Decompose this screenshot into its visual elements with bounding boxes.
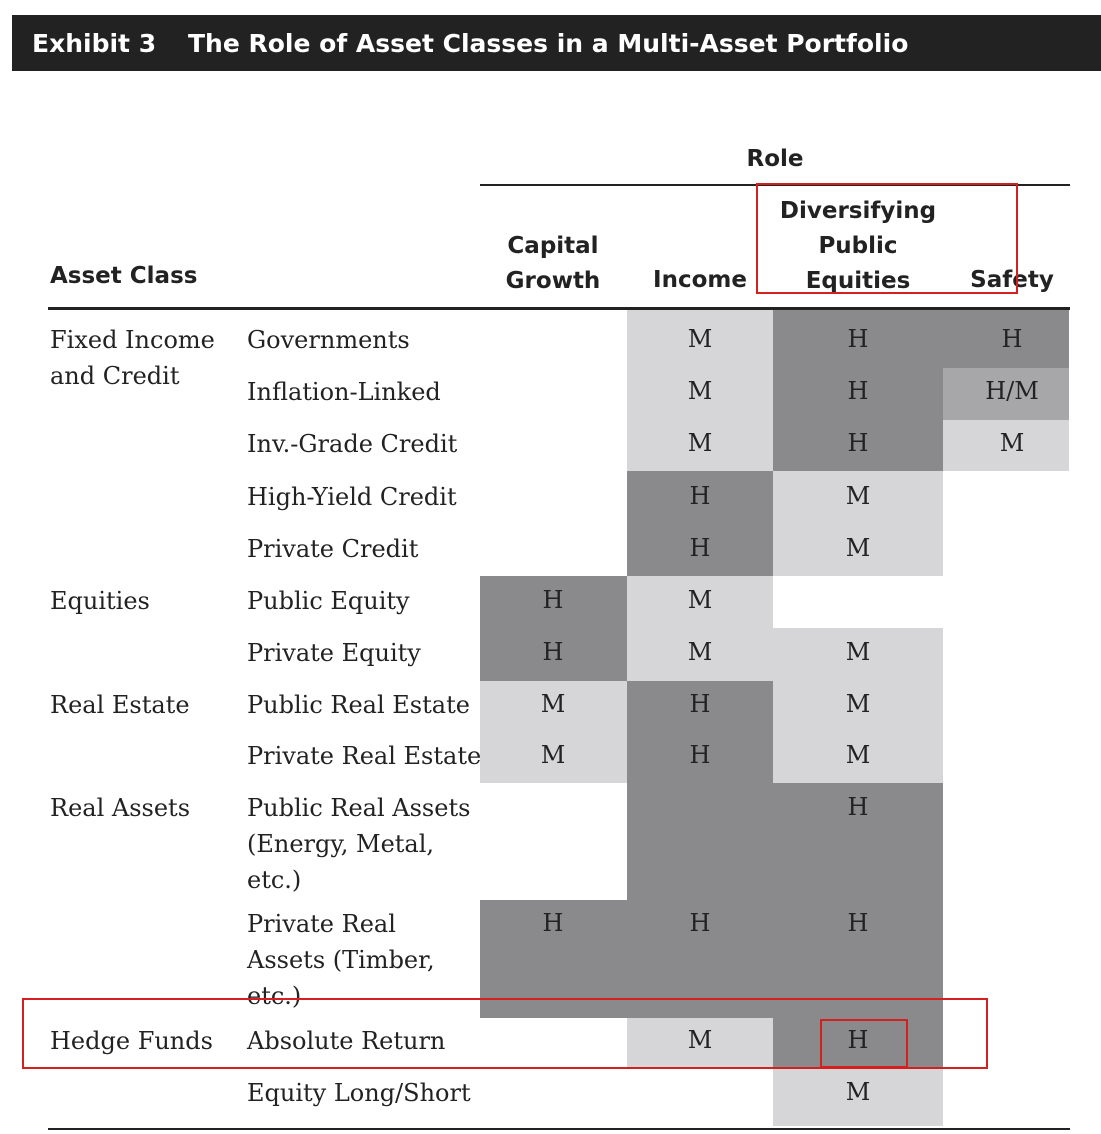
cell-inflation-div: H [847,377,869,405]
exhibit-title: The Role of Asset Classes in a Multi-Asset Portfolio [188,28,909,58]
category-fixed-income: Fixed Income and Credit [50,326,215,390]
row-label-inv-grade-credit: Inv.-Grade Credit [247,430,458,458]
shade-income-re-ra [627,681,773,1018]
category-equities: Equities [50,587,150,615]
cell-hy-div: M [845,482,871,510]
asset-class-header: Asset Class [50,263,198,289]
cell-private-re-capital: M [540,741,566,769]
exhibit-number: Exhibit 3 [32,28,157,58]
row-label-governments: Governments [247,326,410,354]
cell-ig-income: M [687,429,713,457]
row-label-private-real-assets: Private Real Assets (Timber, etc.) [247,910,435,1010]
cell-private-re-div: M [845,741,871,769]
cell-governments-safety: H [1001,325,1023,353]
col-safety: Safety [970,267,1054,293]
highlight-absolute-return-cell [820,1019,908,1068]
row-label-private-credit: Private Credit [247,535,419,563]
cell-private-equity-capital: H [542,638,564,666]
cell-public-re-div: M [845,690,871,718]
cell-private-ra-income: H [689,909,711,937]
cell-ig-div: H [847,429,869,457]
cell-private-equity-income: M [687,638,713,666]
cell-hy-income: H [689,482,711,510]
col-income: Income [653,267,747,293]
col-diversifying: Diversifying Public Equities [779,198,937,294]
cell-els-div: M [845,1078,871,1106]
row-label-public-real-estate: Public Real Estate [247,691,470,719]
cell-private-equity-div: M [845,638,871,666]
cell-private-credit-income: H [689,534,711,562]
category-real-assets: Real Assets [50,794,191,822]
highlight-diversifying-header [756,183,1018,294]
cell-ig-safety: M [999,429,1025,457]
category-hedge-funds: Hedge Funds [50,1027,213,1055]
cell-absolute-return-div: H [847,1026,869,1054]
cell-public-ra-div: H [847,793,869,821]
row-label-private-equity: Private Equity [247,639,421,667]
category-real-estate: Real Estate [50,691,190,719]
exhibit-title-bar [12,15,1101,71]
cell-private-credit-div: M [845,534,871,562]
cell-public-re-capital: M [540,690,566,718]
cell-private-re-income: H [689,741,711,769]
cell-private-ra-capital: H [542,909,564,937]
row-label-high-yield-credit: High-Yield Credit [247,483,457,511]
col-capital-growth: Capital Growth [505,233,601,294]
cell-governments-div: H [847,325,869,353]
cell-private-ra-div: H [847,909,869,937]
row-label-inflation-linked: Inflation-Linked [247,378,441,406]
cell-governments-income: M [687,325,713,353]
cell-inflation-safety: H/M [985,377,1039,405]
role-header: Role [746,146,804,172]
row-label-private-real-estate: Private Real Estate [247,742,482,770]
cell-public-equity-income: M [687,586,713,614]
row-label-equity-long-short: Equity Long/Short [247,1079,471,1107]
cell-inflation-income: M [687,377,713,405]
bottom-rule [48,1128,1070,1130]
row-label-absolute-return: Absolute Return [247,1027,446,1055]
cell-public-equity-capital: H [542,586,564,614]
row-label-public-real-assets: Public Real Assets (Energy, Metal, etc.) [247,794,471,894]
cell-absolute-return-income: M [687,1026,713,1054]
cell-public-re-income: H [689,690,711,718]
row-label-public-equity: Public Equity [247,587,410,615]
